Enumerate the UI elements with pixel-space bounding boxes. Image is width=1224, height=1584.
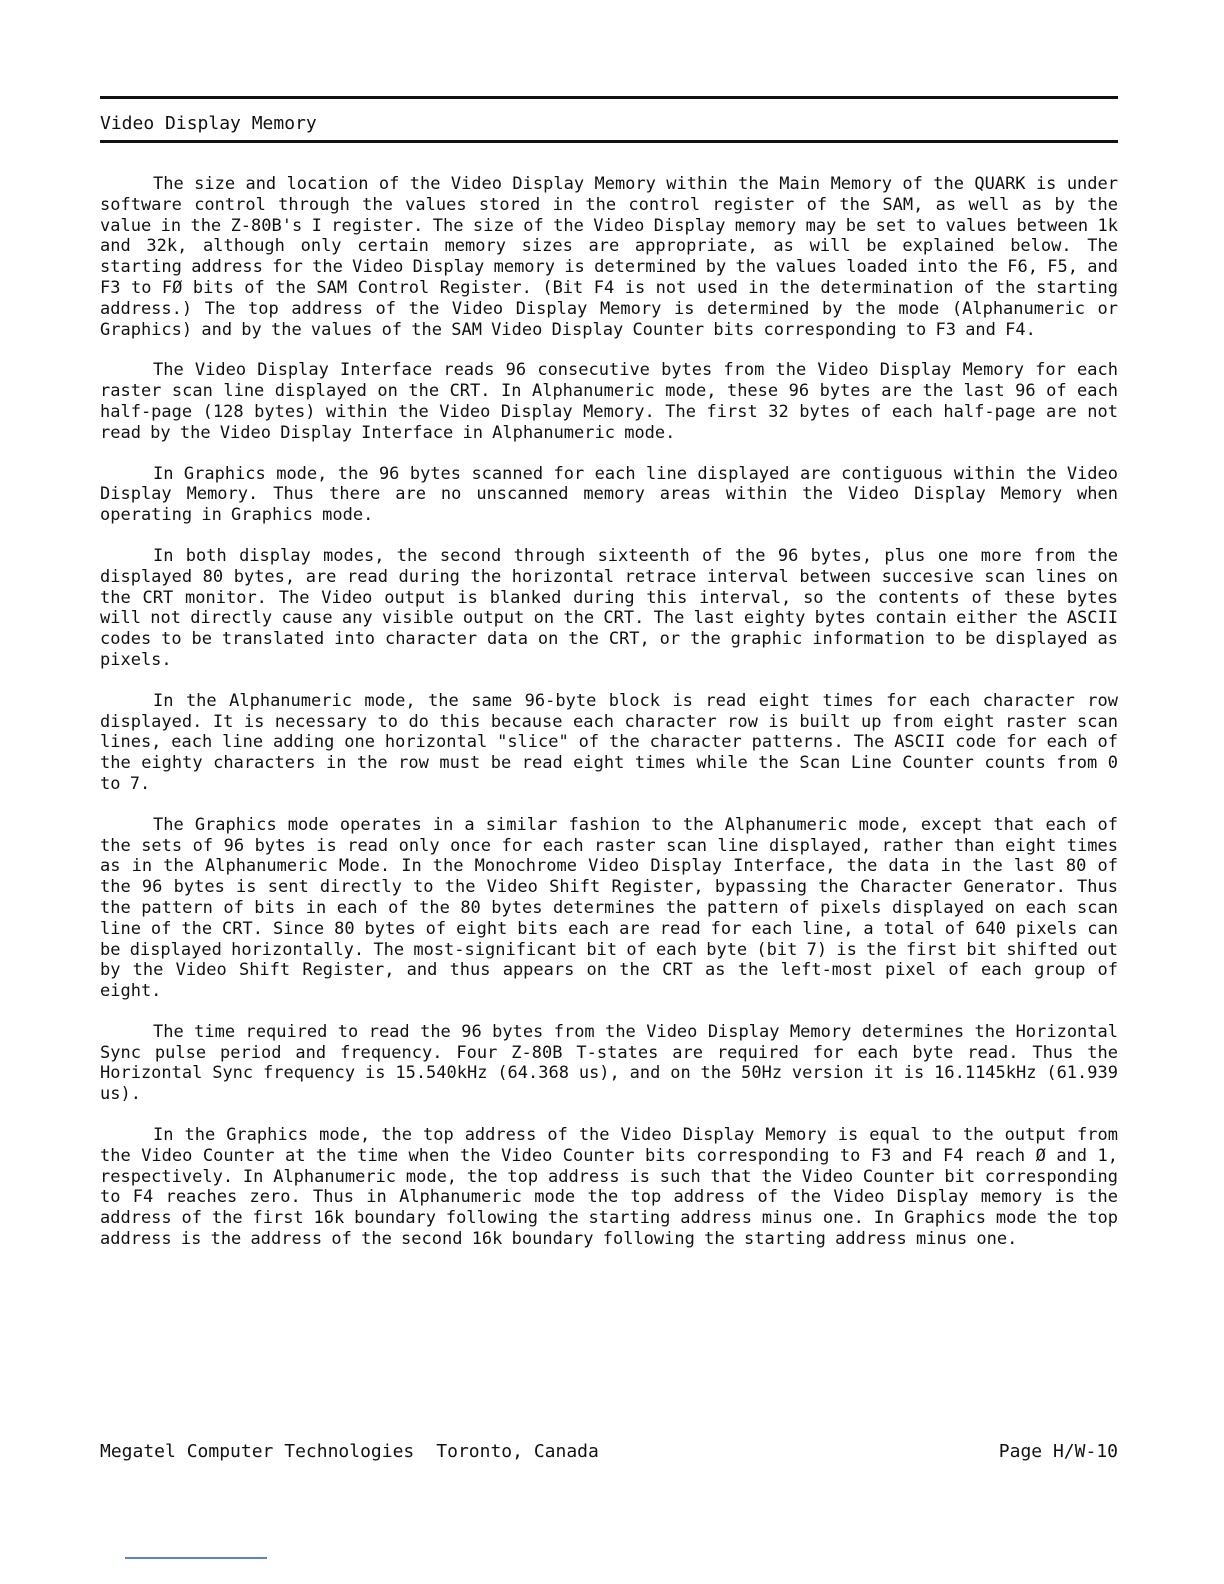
paragraph: The size and location of the Video Display Memory within the Main Memory of the QUARK is under software control through the values stored in the control register of the SAM, as well as by the value in the Z-80B's I register. The size of the Video Display memory may be set to values between 1k and 32k, although only certain memory sizes are appropriate, as will be explained below. The starting address for the Video Display memory is determined by the values loaded into the F6, F5, and F3 to FØ bits of the SAM Control Register. (Bit F4 is not used in the determination of the starting address.) The top address of the Video Display Memory is determined by the mode (Alphanumeric or Graphics) and by the values of the SAM Video Display Counter bits corresponding to F3 and F4. [100, 174, 1118, 340]
section-title: Video Display Memory [100, 113, 317, 134]
footer-publisher [100, 1441, 599, 1463]
scan-mark [125, 1557, 267, 1559]
paragraph: The time required to read the 96 bytes from the Video Display Memory determines the Horizontal Sync pulse period and frequency. Four Z-80B T-states are required for each byte read. Thus the Horizontal Sync frequency is 15.540kHz (64.368 us), and on the 50Hz version it is 16.1145kHz (61.939 us). [100, 1021, 1118, 1105]
paragraph: The Graphics mode operates in a similar fashion to the Alphanumeric mode, except that each of the sets of 96 bytes is read only once for each raster scan line displayed, rather than eight times as in the Alphanumeric Mode. In the Monochrome Video Display Interface, the data in the last 80 of the 96 bytes is sent directly to the Video Shift Register, bypassing the Character Generator. Thus the pattern of bits in each of the 80 bytes determines the pattern of pixels displayed on each scan line of the CRT. Since 80 bytes of eight bits each are read for each line, a total of 640 pixels can be displayed horizontally. The most-significant bit of each byte (bit 7) is the first bit shifted out by the Video Shift Register, and thus appears on the CRT as the left-most pixel of each group of eight. [100, 814, 1118, 1002]
paragraph: In the Alphanumeric mode, the same 96-byte block is read eight times for each character row displayed. It is necessary to do this because each character row is built up from eight raster scan lines, each line adding one horizontal "slice" of the character patterns. The ASCII code for each of the eighty characters in the row must be read eight times while the Scan Line Counter counts from 0 to 7. [100, 690, 1118, 794]
page-number: Page H/W-10 [998, 1441, 1118, 1462]
header-top-rule [100, 96, 1118, 99]
paragraph: In Graphics mode, the 96 bytes scanned for each line displayed are contiguous within the Video Display Memory. Thus there are no unscanned memory areas within the Video Display Memory when operating in Graphics mode. [100, 463, 1118, 526]
footer-location: Toronto, Canada [436, 1441, 599, 1462]
body-text [100, 174, 1118, 1250]
footer-company: Megatel Computer Technologies [100, 1441, 415, 1462]
paragraph: The Video Display Interface reads 96 consecutive bytes from the Video Display Memory for each raster scan line displayed on the CRT. In Alphanumeric mode, these 96 bytes are the last 96 of each half-page (128 bytes) within the Video Display Memory. The first 32 bytes of each half-page are not read by the Video Display Interface in Alphanumeric mode. [100, 360, 1118, 443]
page-footer [100, 1441, 1118, 1463]
paragraph: In both display modes, the second through sixteenth of the 96 bytes, plus one more from the displayed 80 bytes, are read during the horizontal retrace interval between succesive scan lines on the CRT monitor. The Video output is blanked during this interval, so the contents of these bytes will not directly cause any visible output on the CRT. The last eighty bytes contain either the ASCII codes to be translated into character data on the CRT, or the graphic information to be displayed as pixels. [100, 545, 1118, 670]
paragraph: In the Graphics mode, the top address of the Video Display Memory is equal to the output from the Video Counter at the time when the Video Counter bits corresponding to F3 and F4 reach Ø and 1, respectively. In Alphanumeric mode, the top address is such that the Video Counter bit corresponding to F4 reaches zero. Thus in Alphanumeric mode the top address of the Video Display memory is the address of the first 16k boundary following the starting address minus one. In Graphics mode the top address is the address of the second 16k boundary following the starting address minus one. [100, 1125, 1118, 1250]
header-bottom-rule [100, 140, 1118, 143]
document-page [100, 96, 1118, 1270]
